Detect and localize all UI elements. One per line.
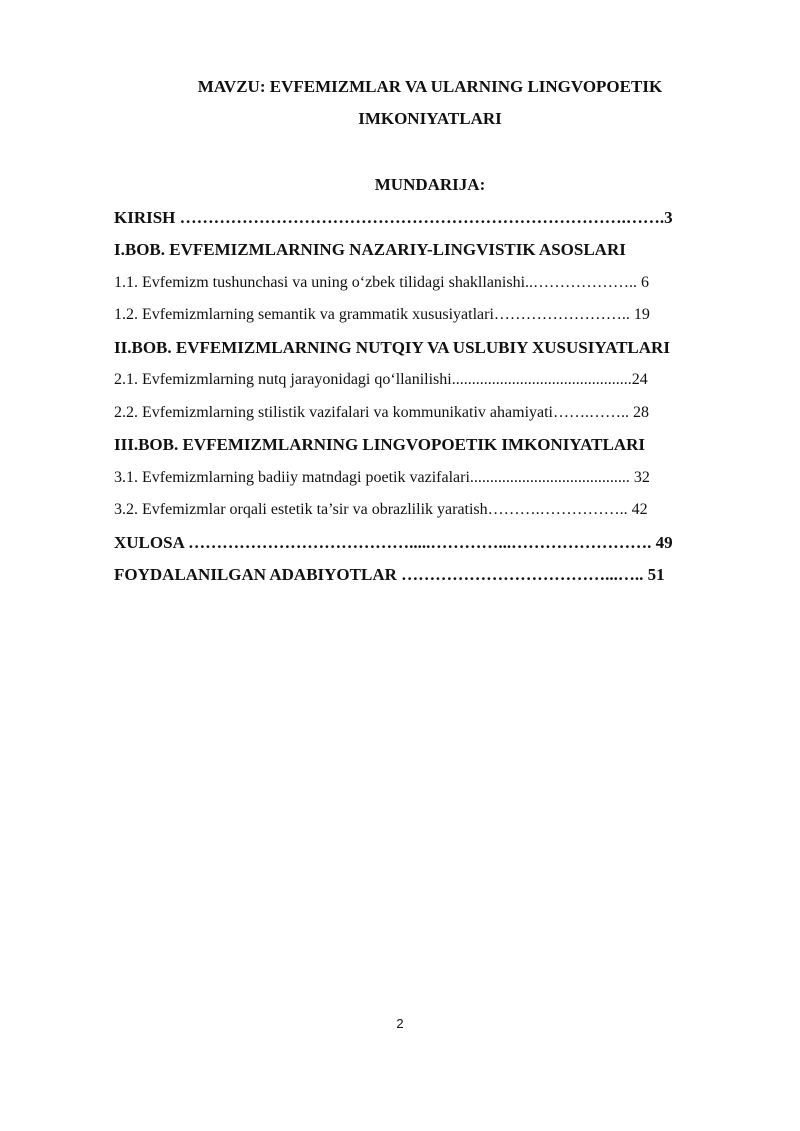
toc-entry-adabiyotlar: FOYDALANILGAN ADABIYOTLAR ………………………………...….. 51: [114, 565, 665, 584]
toc-section-2-1: 2.1. Evfemizmlarning nutq jarayonidagi qo‘llanilishi.............................................24: [114, 371, 648, 388]
toc-section-3-2: 3.2. Evfemizmlar orqali estetik ta’sir va obrazlilik yaratish……….…………….. 42: [114, 501, 648, 518]
toc-section-3-1: 3.1. Evfemizmlarning badiiy matndagi poetik vazifalari........................................ 32: [114, 469, 650, 486]
toc-chapter-1: I.BOB. EVFEMIZMLARNING NAZARIY-LINGVISTIK ASOSLARI: [114, 240, 626, 259]
toc-chapter-2: II.BOB. EVFEMIZMLARNING NUTQIY VA USLUBIY XUSUSIYATLARI: [114, 338, 670, 357]
toc-section-1-1: 1.1. Evfemizm tushunchasi va uning o‘zbek tilidagi shakllanishi..……………….. 6: [114, 274, 650, 291]
document-title-line-1: MAVZU: EVFEMIZMLAR VA ULARNING LINGVOPOETIK: [197, 77, 663, 96]
toc-section-1-2: 1.2. Evfemizmlarning semantik va grammatik xususiyatlari…………………….. 19: [114, 306, 650, 323]
document-title-line-2: IMKONIYATLARI: [358, 109, 502, 128]
toc-chapter-3: III.BOB. EVFEMIZMLARNING LINGVOPOETIK IMKONIYATLARI: [114, 435, 645, 454]
toc-section-2-2: 2.2. Evfemizmlarning stilistik vazifalari va kommunikativ ahamiyati…….…….. 28: [114, 404, 649, 421]
contents-heading: MUNDARIJA:: [374, 175, 486, 194]
toc-entry-xulosa: XULOSA ………………………………….....…………...……………………. 49: [114, 533, 673, 552]
toc-entry-kirish: KIRISH …………………………………………………………………….…….3: [114, 208, 673, 227]
page-number: 2: [396, 1016, 404, 1031]
